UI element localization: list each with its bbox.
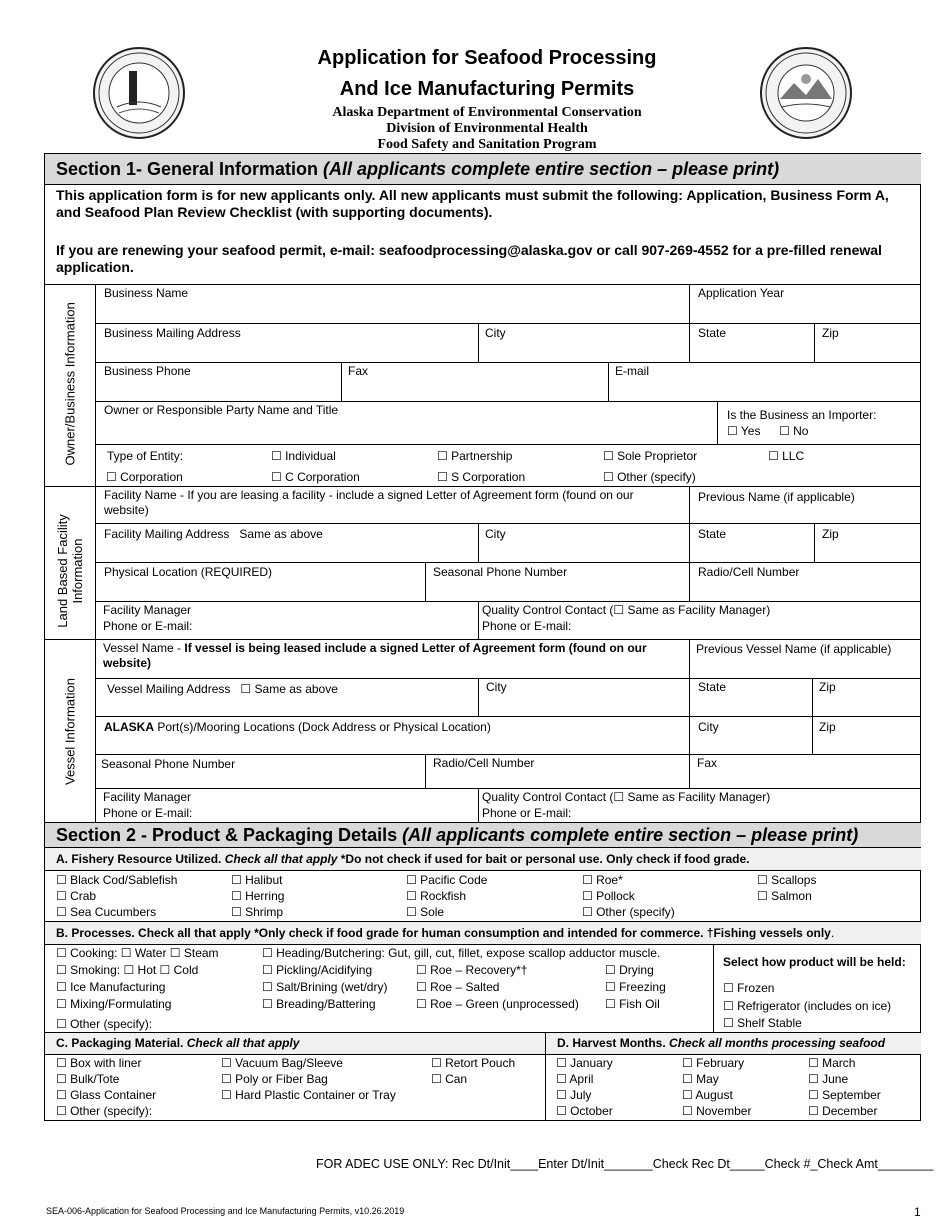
business-mailing-address-field[interactable]: Business Mailing Address <box>104 326 241 340</box>
process-cooking-checkbox[interactable]: ☐ Cooking: ☐ Water ☐ Steam <box>56 946 219 960</box>
month-march-checkbox[interactable]: ☐ March <box>808 1056 856 1070</box>
fish-roe-checkbox[interactable]: ☐ Roe* <box>582 873 623 887</box>
fish-salmon-checkbox[interactable]: ☐ Salmon <box>757 889 812 903</box>
fish-herring-checkbox[interactable]: ☐ Herring <box>231 889 285 903</box>
month-june-checkbox[interactable]: ☐ June <box>808 1072 849 1086</box>
process-heading-butchering-checkbox[interactable]: ☐ Heading/Butchering: Gut, gill, cut, fillet, expose scallop adductor muscle. <box>262 946 661 960</box>
process-smoking-checkbox[interactable]: ☐ Smoking: ☐ Hot ☐ Cold <box>56 963 199 977</box>
month-september-checkbox[interactable]: ☐ September <box>808 1088 881 1102</box>
fish-black-cod-checkbox[interactable]: ☐ Black Cod/Sablefish <box>56 873 178 887</box>
entity-sole-proprietor-checkbox[interactable]: ☐ Sole Proprietor <box>603 449 698 463</box>
hold-refrigerator-checkbox[interactable]: ☐ Refrigerator (includes on ice) <box>723 999 892 1013</box>
process-pickling-checkbox[interactable]: ☐ Pickling/Acidifying <box>262 963 373 977</box>
state-seal-logo <box>760 47 852 139</box>
vessel-qc-contact-phone-field[interactable]: Phone or E-mail: <box>482 806 572 820</box>
vessel-mailing-address-field[interactable]: Vessel Mailing Address ☐ Same as above <box>107 682 338 696</box>
vessel-radio-cell-field[interactable]: Radio/Cell Number <box>433 756 535 770</box>
business-fax-field[interactable]: Fax <box>348 364 369 378</box>
fishery-resource-header: A. Fishery Resource Utilized. Check all that apply *Do not check if used for bait or personal use. Only check if food grade. <box>45 848 921 870</box>
month-october-checkbox[interactable]: ☐ October <box>556 1104 613 1118</box>
entity-partnership-checkbox[interactable]: ☐ Partnership <box>437 449 513 463</box>
importer-question: Is the Business an Importer: <box>727 408 877 422</box>
month-december-checkbox[interactable]: ☐ December <box>808 1104 878 1118</box>
pack-box-liner-checkbox[interactable]: ☐ Box with liner <box>56 1056 142 1070</box>
fish-pollock-checkbox[interactable]: ☐ Pollock <box>582 889 635 903</box>
month-november-checkbox[interactable]: ☐ November <box>682 1104 752 1118</box>
entity-corporation-checkbox[interactable]: ☐ Corporation <box>106 470 183 484</box>
section2-header: Section 2 - Product & Packaging Details (All applicants complete entire section – please print) <box>45 823 921 848</box>
month-january-checkbox[interactable]: ☐ January <box>556 1056 613 1070</box>
business-email-field[interactable]: E-mail <box>615 364 650 378</box>
new-applicant-note: This application form is for new applicants only. All new applicants must submit the following: Application, Business Form A, and Seafood Plan Review Checklist (with supporting documents). <box>56 187 889 220</box>
owner-business-side-label: Owner/Business Information <box>62 302 78 466</box>
fish-shrimp-checkbox[interactable]: ☐ Shrimp <box>231 905 284 919</box>
alaska-port-mooring-field[interactable]: ALASKA Port(s)/Mooring Locations (Dock Address or Physical Location) <box>104 720 491 734</box>
facility-city-field[interactable]: City <box>485 527 506 541</box>
vessel-seasonal-phone-field[interactable]: Seasonal Phone Number <box>101 757 236 771</box>
pack-other-checkbox[interactable]: ☐ Other (specify): <box>56 1104 153 1118</box>
fish-sole-checkbox[interactable]: ☐ Sole <box>406 905 445 919</box>
process-breading-checkbox[interactable]: ☐ Breading/Battering <box>262 997 376 1011</box>
pack-vacuum-bag-checkbox[interactable]: ☐ Vacuum Bag/Sleeve <box>221 1056 343 1070</box>
harvest-months-header: D. Harvest Months. Check all months processing seafood <box>546 1033 921 1054</box>
month-may-checkbox[interactable]: ☐ May <box>682 1072 719 1086</box>
business-city-field[interactable]: City <box>485 326 506 340</box>
vessel-city-field[interactable]: City <box>486 680 507 694</box>
dec-seal-logo <box>93 47 185 139</box>
page-title-line1: Application for Seafood Processing <box>317 47 657 69</box>
owner-name-title-field[interactable]: Owner or Responsible Party Name and Title <box>104 403 339 417</box>
vessel-facility-manager-field[interactable]: Facility Manager <box>103 790 192 804</box>
facility-name-field[interactable]: Facility Name - If you are leasing a facility - include a signed Letter of Agreement form (found on our website) <box>104 488 634 517</box>
entity-individual-checkbox[interactable]: ☐ Individual <box>271 449 336 463</box>
page-title-line2: And Ice Manufacturing Permits <box>339 78 635 100</box>
process-ice-manufacturing-checkbox[interactable]: ☐ Ice Manufacturing <box>56 980 166 994</box>
month-august-checkbox[interactable]: ☐ August <box>682 1088 733 1102</box>
facility-previous-name-field[interactable]: Previous Name (if applicable) <box>698 490 855 504</box>
importer-yes-checkbox[interactable]: ☐ Yes <box>727 424 761 438</box>
facility-mailing-address-field[interactable]: Facility Mailing Address Same as above <box>104 527 323 541</box>
vessel-name-field[interactable]: Vessel Name - If vessel is being leased include a signed Letter of Agreement form (found on our website) <box>103 641 647 670</box>
packaging-material-header: C. Packaging Material. Check all that apply <box>45 1033 545 1054</box>
business-name-field[interactable]: Business Name <box>104 286 189 300</box>
facility-manager-field[interactable]: Facility Manager <box>103 603 192 617</box>
facility-radio-cell-field[interactable]: Radio/Cell Number <box>698 565 800 579</box>
section1-header: Section 1- General Information (All applicants complete entire section – please print) <box>45 154 921 185</box>
renewal-note: If you are renewing your seafood permit, e-mail: seafoodprocessing@alaska.gov or call 907-269-4552 for a pre-filled renewal application. <box>56 242 882 275</box>
department-name: Alaska Department of Environmental Conservation <box>332 105 642 120</box>
fish-other-checkbox[interactable]: ☐ Other (specify) <box>582 905 675 919</box>
pack-bulk-tote-checkbox[interactable]: ☐ Bulk/Tote <box>56 1072 120 1086</box>
entity-llc-checkbox[interactable]: ☐ LLC <box>768 449 805 463</box>
pack-hard-plastic-checkbox[interactable]: ☐ Hard Plastic Container or Tray <box>221 1088 396 1102</box>
holding-method-header: Select how product will be held: <box>723 955 906 969</box>
adec-use-only-line: FOR ADEC USE ONLY: Rec Dt/Init____Enter Dt/Init_______Check Rec Dt_____Check #_Check Amt________ <box>316 1157 934 1171</box>
fish-rockfish-checkbox[interactable]: ☐ Rockfish <box>406 889 467 903</box>
fish-scallops-checkbox[interactable]: ☐ Scallops <box>757 873 817 887</box>
entity-type-label: Type of Entity: <box>107 449 184 463</box>
process-fish-oil-checkbox[interactable]: ☐ Fish Oil <box>605 997 660 1011</box>
physical-location-field[interactable]: Physical Location (REQUIRED) <box>104 565 273 579</box>
pack-poly-fiber-bag-checkbox[interactable]: ☐ Poly or Fiber Bag <box>221 1072 328 1086</box>
facility-zip-field[interactable]: Zip <box>822 527 839 541</box>
previous-vessel-name-field[interactable]: Previous Vessel Name (if applicable) <box>696 642 892 656</box>
process-freezing-checkbox[interactable]: ☐ Freezing <box>605 980 666 994</box>
facility-manager-contact-field[interactable]: Phone or E-mail: <box>103 619 193 633</box>
facility-state-field[interactable]: State <box>698 527 727 541</box>
vessel-fax-field[interactable]: Fax <box>697 756 718 770</box>
hold-shelf-stable-checkbox[interactable]: ☐ Shelf Stable <box>723 1016 802 1030</box>
process-roe-green-checkbox[interactable]: ☐ Roe – Green (unprocessed) <box>416 997 579 1011</box>
fish-halibut-checkbox[interactable]: ☐ Halibut <box>231 873 283 887</box>
facility-qc-contact-field[interactable]: Quality Control Contact (☐ Same as Facility Manager) <box>482 603 771 617</box>
facility-qc-contact-phone-field[interactable]: Phone or E-mail: <box>482 619 572 633</box>
business-zip-field[interactable]: Zip <box>822 326 839 340</box>
process-salt-brining-checkbox[interactable]: ☐ Salt/Brining (wet/dry) <box>262 980 388 994</box>
entity-s-corporation-checkbox[interactable]: ☐ S Corporation <box>437 470 526 484</box>
importer-no-checkbox[interactable]: ☐ No <box>779 424 809 438</box>
processes-header: B. Processes. Check all that apply *Only check if food grade for human consumption and intended for commerce. †Fishing vessels only. <box>45 922 921 944</box>
vessel-qc-contact-field[interactable]: Quality Control Contact (☐ Same as Facility Manager) <box>482 790 771 804</box>
port-zip-field[interactable]: Zip <box>819 720 836 734</box>
business-phone-field[interactable]: Business Phone <box>104 364 191 378</box>
fish-sea-cucumbers-checkbox[interactable]: ☐ Sea Cucumbers <box>56 905 157 919</box>
vessel-zip-field[interactable]: Zip <box>819 680 836 694</box>
division-name: Division of Environmental Health <box>386 121 588 136</box>
vessel-side-label: Vessel Information <box>62 678 78 785</box>
land-facility-side-label: Land Based Facility Information <box>55 514 85 628</box>
port-city-field[interactable]: City <box>698 720 719 734</box>
page-number: 1 <box>914 1205 921 1219</box>
process-roe-salted-checkbox[interactable]: ☐ Roe – Salted <box>416 980 500 994</box>
process-mixing-checkbox[interactable]: ☐ Mixing/Formulating <box>56 997 172 1011</box>
program-name: Food Safety and Sanitation Program <box>377 137 597 152</box>
month-april-checkbox[interactable]: ☐ April <box>556 1072 594 1086</box>
entity-c-corporation-checkbox[interactable]: ☐ C Corporation <box>271 470 360 484</box>
process-drying-checkbox[interactable]: ☐ Drying <box>605 963 654 977</box>
vessel-state-field[interactable]: State <box>698 680 727 694</box>
fish-crab-checkbox[interactable]: ☐ Crab <box>56 889 97 903</box>
month-july-checkbox[interactable]: ☐ July <box>556 1088 592 1102</box>
pack-can-checkbox[interactable]: ☐ Can <box>431 1072 468 1086</box>
pack-retort-pouch-checkbox[interactable]: ☐ Retort Pouch <box>431 1056 516 1070</box>
process-roe-recovery-checkbox[interactable]: ☐ Roe – Recovery*† <box>416 963 528 977</box>
month-february-checkbox[interactable]: ☐ February <box>682 1056 745 1070</box>
hold-frozen-checkbox[interactable]: ☐ Frozen <box>723 981 775 995</box>
process-other-checkbox[interactable]: ☐ Other (specify): <box>56 1017 153 1031</box>
pack-glass-container-checkbox[interactable]: ☐ Glass Container <box>56 1088 157 1102</box>
form-id-footer: SEA-006-Application for Seafood Processing and Ice Manufacturing Permits, v10.26.2019 <box>46 1206 405 1216</box>
entity-other-checkbox[interactable]: ☐ Other (specify) <box>603 470 696 484</box>
vessel-manager-contact-field[interactable]: Phone or E-mail: <box>103 806 193 820</box>
fish-pacific-code-checkbox[interactable]: ☐ Pacific Code <box>406 873 488 887</box>
application-year-field[interactable]: Application Year <box>698 286 785 300</box>
facility-seasonal-phone-field[interactable]: Seasonal Phone Number <box>433 565 568 579</box>
business-state-field[interactable]: State <box>698 326 727 340</box>
